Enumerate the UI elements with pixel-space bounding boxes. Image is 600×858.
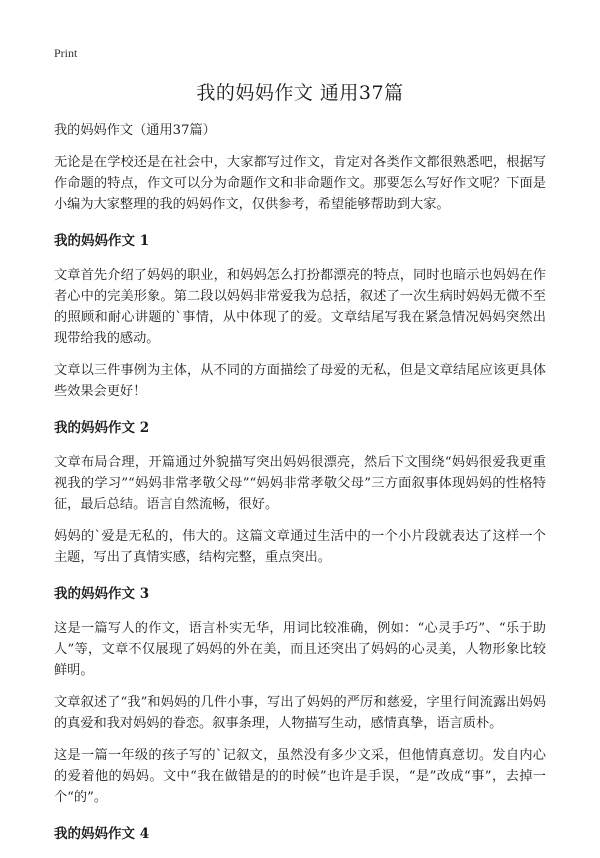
section-1-paragraph-2: 文章以三件事例为主体，从不同的方面描绘了母爱的无私，但是文章结尾应该更具体些效果会更好！ [54,363,546,399]
section-3-paragraph-1: 这是一篇写人的作文，语言朴实无华，用词比较准确，例如：“心灵手巧”、“乐于助人”等，文章不仅展现了妈妈的外在美，而且还突出了妈妈的心灵美，人物形象比较鲜明。 [54,621,546,678]
section-heading-4: 我的妈妈作文 4 [54,826,150,842]
article-subtitle: 我的妈妈作文（通用37篇） [54,123,216,138]
article-body [54,120,546,858]
section-1-paragraph-1: 文章首先介绍了妈妈的职业，和妈妈怎么打扮都漂亮的特点，同时也暗示也妈妈在作者心中的完美形象。第二段以妈妈非常爱我为总括，叙述了一次生病时妈妈无微不至的照顾和耐心讲题的`事情，从中体现了的爱。文章结尾写我在紧急情况妈妈突然出现带给我的感动。 [54,268,546,346]
section-2-paragraph-1: 文章布局合理，开篇通过外貌描写突出妈妈很漂亮，然后下文围绕“妈妈很爱我更重视我的学习”“妈妈非常孝敬父母”“妈妈非常孝敬父母”三方面叙事体现妈妈的性格特征，最后总结。语言自然流畅，很好。 [54,455,546,512]
section-3-paragraph-3: 这是一篇一年级的孩子写的`记叙文，虽然没有多少文采，但他情真意切。发自内心的爱着他的妈妈。文中“我在做错是的的时候”也许是手误，“是”改成“事”，去掉一个“的”。 [54,748,546,805]
section-2-paragraph-2: 妈妈的`爱是无私的，伟大的。这篇文章通过生活中的一个小片段就表达了这样一个主题，写出了真情实感，结构完整，重点突出。 [54,529,546,565]
section-heading-2: 我的妈妈作文 2 [54,420,150,436]
section-heading-3: 我的妈妈作文 3 [54,586,150,602]
intro-paragraph: 无论是在学校还是在社会中，大家都写过作文，肯定对各类作文都很熟悉吧，根据写作命题的特点，作文可以分为命题作文和非命题作文。那要怎么写好作文呢？下面是小编为大家整理的我的妈妈作文，仅供参考，希望能够帮助到大家。 [54,155,546,212]
page-title: 我的妈妈作文 通用37篇 [196,82,404,104]
section-3-paragraph-2: 文章叙述了“我”和妈妈的几件小事，写出了妈妈的严厉和慈爱，字里行间流露出妈妈的真爱和我对妈妈的眷恋。叙事条理，人物描写生动，感情真挚，语言质朴。 [54,695,546,731]
print-link[interactable]: Print [54,46,78,60]
section-heading-1: 我的妈妈作文 1 [54,233,150,249]
